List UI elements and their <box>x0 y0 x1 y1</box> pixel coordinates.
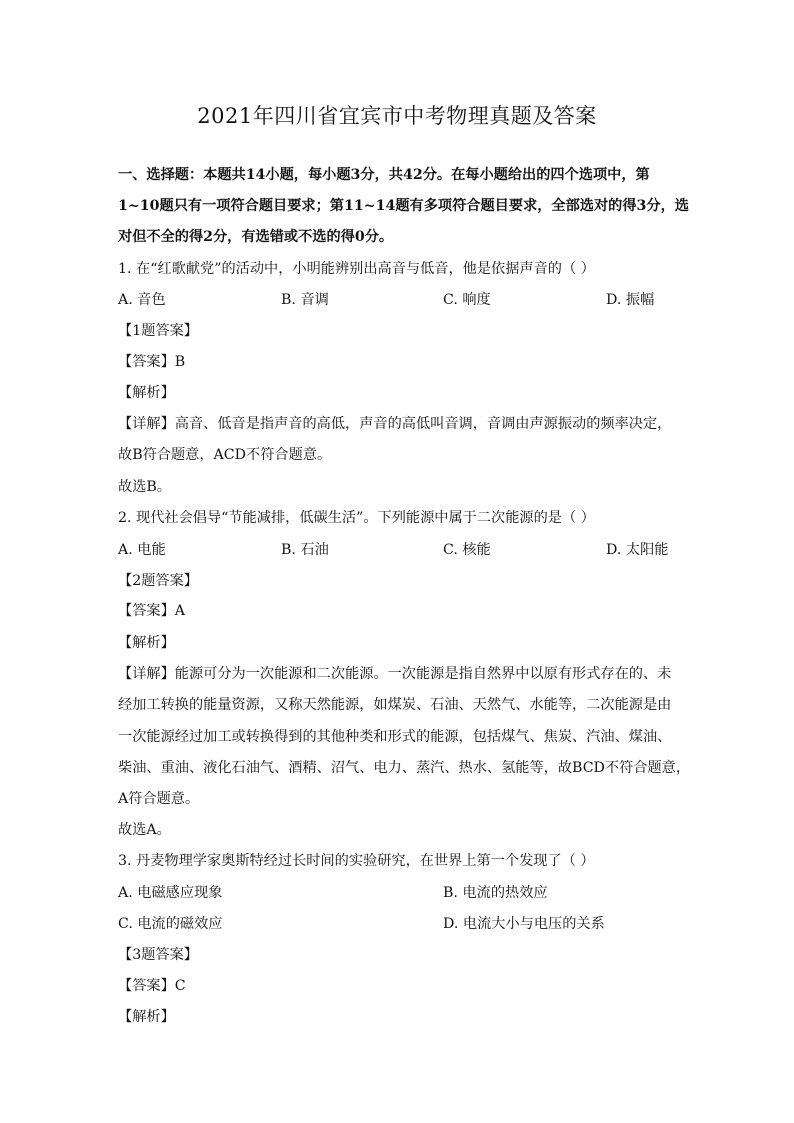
q2-conclusion: 故选A。 <box>118 822 171 838</box>
q2-detail-line-4: 柴油、重油、液化石油气、酒精、沼气、电力、蒸汽、热水、氢能等，故BCD不符合题意， <box>118 760 691 776</box>
q2-option-c: C. 核能 <box>443 542 491 558</box>
section-instructions-line-2: 1~10题只有一项符合题目要求；第11~14题有多项符合题目要求，全部选对的得3分，选 <box>118 198 689 214</box>
q1-analysis-label: 【解析】 <box>118 385 175 401</box>
q3-option-c: C. 电流的磁效应 <box>118 916 223 932</box>
q1-option-d: D. 振幅 <box>606 292 655 308</box>
q2-detail-line-1: 【详解】能源可分为一次能源和二次能源。一次能源是指自然界中以原有形式存在的、未 <box>118 666 672 682</box>
q1-answer-header: 【1题答案】 <box>118 323 198 339</box>
q1-conclusion: 故选B。 <box>118 479 171 495</box>
q2-detail-line-3: 一次能源经过加工或转换得到的其他种类和形式的能源，包括煤气、焦炭、汽油、煤油、 <box>118 729 672 745</box>
q1-stem: 1. 在“红歌献党”的活动中，小明能辨别出高音与低音，他是依据声音的（ ） <box>118 261 595 277</box>
q1-detail-line-1: 【详解】高音、低音是指声音的高低，声音的高低叫音调，音调由声源振动的频率决定， <box>118 416 672 432</box>
q2-option-d: D. 太阳能 <box>606 542 669 558</box>
q3-option-a: A. 电磁感应现象 <box>118 885 223 901</box>
q1-option-b: B. 音调 <box>281 292 329 308</box>
q2-option-b: B. 石油 <box>281 542 329 558</box>
q2-option-a: A. 电能 <box>118 542 166 558</box>
q3-answer: 【答案】C <box>118 978 186 994</box>
q1-option-c: C. 响度 <box>443 292 491 308</box>
q2-analysis-label: 【解析】 <box>118 635 175 651</box>
q1-answer: 【答案】B <box>118 354 186 370</box>
page-title: 2021年四川省宜宾市中考物理真题及答案 <box>197 104 597 128</box>
q2-detail-line-5: A符合题意。 <box>118 791 200 807</box>
q1-option-a: A. 音色 <box>118 292 166 308</box>
section-instructions-line-3: 对但不全的得2分，有选错或不选的得0分。 <box>118 229 394 245</box>
q2-answer: 【答案】A <box>118 603 185 619</box>
q3-option-b: B. 电流的热效应 <box>443 885 548 901</box>
section-instructions-line-1: 一、选择题：本题共14小题，每小题3分，共42分。在每小题给出的四个选项中，第 <box>118 167 650 183</box>
q1-detail-line-2: 故B符合题意，ACD不符合题意。 <box>118 447 332 463</box>
q3-analysis-label: 【解析】 <box>118 1009 175 1025</box>
q3-option-d: D. 电流大小与电压的关系 <box>443 916 605 932</box>
q2-stem: 2. 现代社会倡导“节能减排，低碳生活”。下列能源中属于二次能源的是（ ） <box>118 510 595 526</box>
q2-detail-line-2: 经加工转换的能量资源，又称天然能源，如煤炭、石油、天然气、水能等，二次能源是由 <box>118 697 672 713</box>
q2-answer-header: 【2题答案】 <box>118 573 198 589</box>
q3-answer-header: 【3题答案】 <box>118 947 198 963</box>
q3-stem: 3. 丹麦物理学家奥斯特经过长时间的实验研究，在世界上第一个发现了（ ） <box>118 853 595 869</box>
